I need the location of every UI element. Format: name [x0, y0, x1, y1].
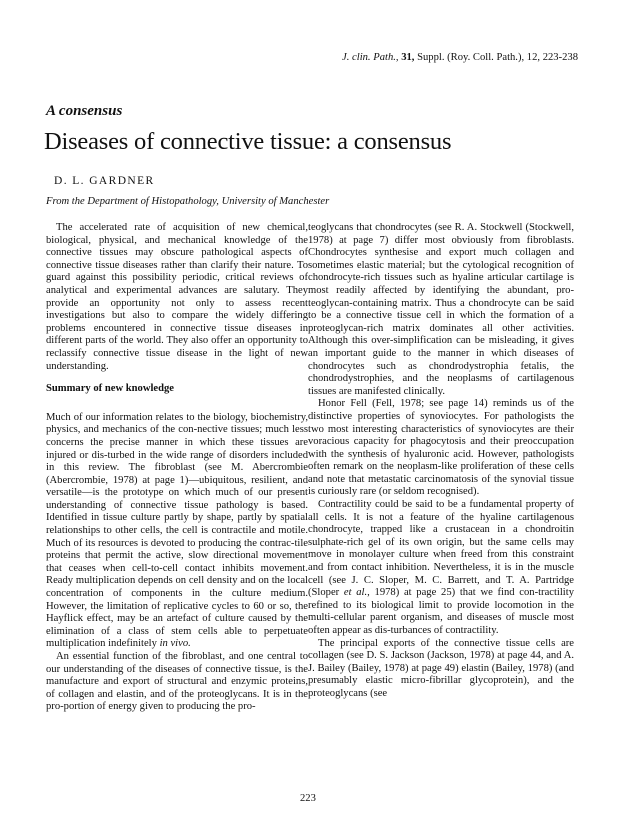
body-text: Contractility could be said to be a fundamental property of all cells. It is not a feature of the hyaline cartilagenous chondrocyte, trapped like a crustacean in a chondroitin sulphate-rich gel of its own origin, but the same cells may move in monolayer culture when freed from this constraint and from contact inhibition. Nevertheless, it is in the muscle cell (see J. C. Sloper, M. C. Barrett, and T. A. Partridge (Sloper	[308, 499, 574, 599]
author-affiliation: From the Department of Histopathology, University of Manchester	[46, 196, 330, 207]
body-paragraph: teoglycans that chondrocytes (see R. A. Stockwell (Stockwell, 1978) at page 7) differ most obviously from fibroblasts. Chondrocytes synthesise and export much collagen and sometimes elastic material; but the cytological recognition of chondrocyte-rich tissues such as hyaline articular cartilage is most readily affected by identifying the abundant, pro-teoglycan-containing matrix. Thus a chondrocyte can be said to be a connective tissue cell in which the formation of a proteoglycan-rich matrix dominates all other activities. Although this over-simplification can be misleading, it gives an important guide to the manner in which diseases of chondrocytes such as chondrodystrophia fetalis, the chondrodystrophies, and the neoplasms of cartilagenous tissues are manifested clinically.	[308, 222, 574, 397]
body-paragraph: The principal exports of the connective tissue cells are collagen (see D. S. Jackson (Jackson, 1978) at page 44, and A. J. Bailey (Bailey, 1978) at page 49) elastin (Bailey, 1978) (and presumably elastic micro-fibrillar glycoprotein), and the proteoglycans (see	[308, 637, 574, 699]
journal-volume: 31,	[401, 52, 415, 63]
right-column	[308, 222, 574, 701]
body-paragraph	[308, 499, 574, 638]
italic-text: in vivo.	[159, 638, 191, 650]
journal-pages: 223-238	[542, 52, 578, 63]
italic-text: et al.,	[343, 587, 370, 599]
body-paragraph	[46, 412, 308, 651]
body-text: Much of our information relates to the biology, biochemistry, physics, and mechanics of the con-nective tissues; much less concerns the precise manner in which these tissues are injured or dis-turbed in the wide range of disorders included in this review. The fibroblast (see M. Abercrombie (Abercrombie, 1978) at page 1)—ubiquitous, resilient, and versatile—is the prototype on which much of our present understanding of connective tissue pathology is based. Identified in tissue culture partly by shape, partly by spatial relationships to other cells, the cell is contractile and motile. Much of its resources is devoted to producing the contrac-tile proteins that permit the active, slow directional movement that ceases when cell-to-cell contact inhibits movement. Ready multiplication depends on cell density and on the local concentration of components in the culture medium. However, the limitation of replicative cycles to 60 or so, the Hayflick effect, may be an artefact of culture caused by the elimination of a class of stem cells able to perpetuate multiplication indefinitely	[46, 411, 308, 650]
intro-paragraph: The accelerated rate of acquisition of new chemical, biological, physical, and mechanical knowledge of the connective tissues may obscure pathological aspects of connective tissue diseases rather than clarify their nature. To guard against this possibility periodic, critical reviews of analytical and experimental advances are salutary. They provide an opportunity not only to assess recent investigations but also to compare the widely differing problems encountered in connective tissue diseases in different parts of the world. They also offer an opportunity to reclassify connective tissue disease in the light of new understanding.	[46, 222, 308, 372]
journal-citation	[342, 52, 578, 63]
body-paragraph: Honor Fell (Fell, 1978; see page 14) reminds us of the distinctive properties of synoviocytes. For pathologists the two most interesting characteristics of synoviocytes are their voracious capacity for phagocytosis and their preoccupation with the synthesis of hyaluronic acid. However, pathologists often remark on the neoplasm-like proliferation of these cells and note that metastatic carcinomatosis of the synovial tissue is curiously rare (or seldom recognised).	[308, 398, 574, 498]
section-label: A consensus	[46, 103, 123, 119]
body-paragraph: An essential function of the fibroblast, and one central to our understanding of the diseases of connective tissue, is the manufacture and export of structural and enzymic proteins, of collagen and elastin, and of the proteoglycans. It is in the pro-portion of energy given to producing the pro-	[46, 651, 308, 713]
section-heading-summary: Summary of new knowledge	[46, 383, 175, 395]
journal-supplement: Suppl. (Roy. Coll. Path.), 12,	[417, 52, 541, 63]
page-number: 223	[300, 793, 316, 804]
left-column	[46, 222, 308, 714]
journal-name: J. clin. Path.,	[342, 52, 399, 63]
author-name: D. L. GARDNER	[54, 175, 155, 187]
article-title: Diseases of connective tissue: a consensus	[44, 128, 452, 155]
body-text: 1978) at page 25) that we find con-tractility refined to its biological limit to provide locomotion in the multi-cellular parent organism, and diseases of muscle most often appear as dis-turbances of contractility.	[308, 587, 574, 636]
